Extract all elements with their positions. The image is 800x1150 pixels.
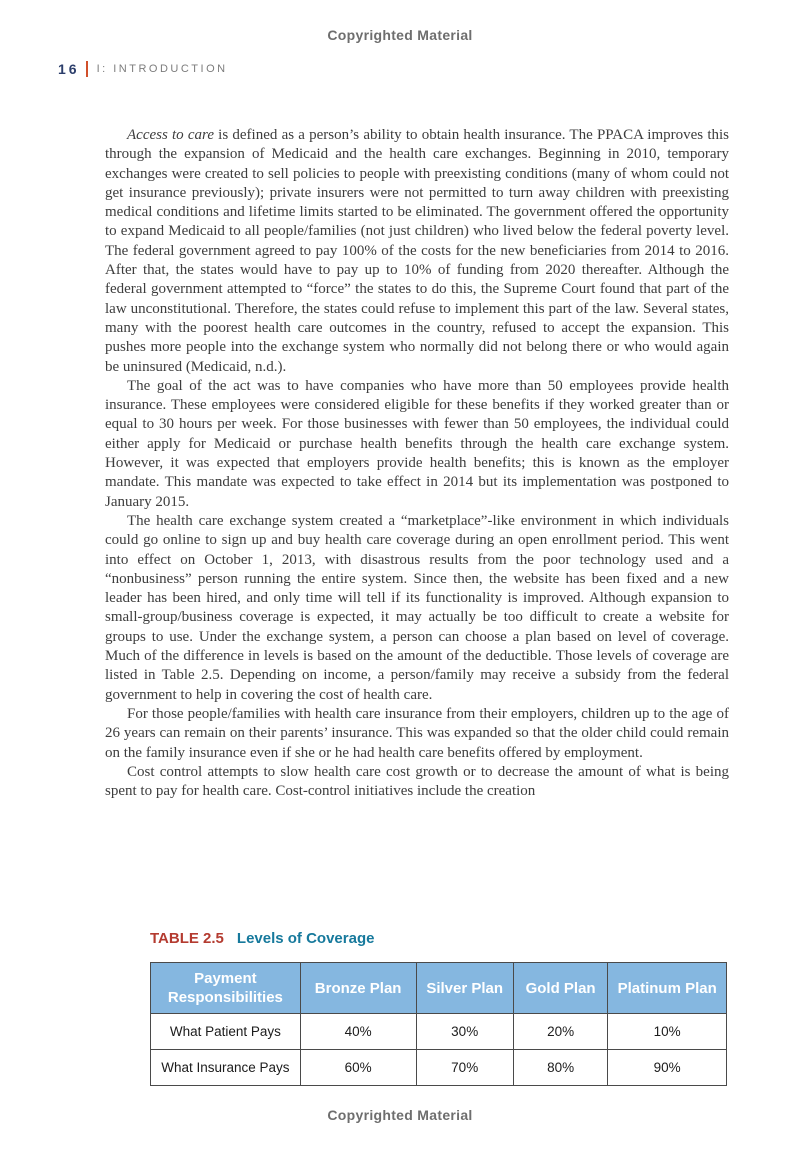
row-label: What Insurance Pays: [151, 1050, 301, 1086]
table-cell: 30%: [416, 1014, 513, 1050]
paragraph: The health care exchange system created a “marketplace”-like environment in which individuals could go online to sign up and buy health care coverage during an open enrollment period. This went into effect on October 1, 2013, with disastrous results from the poor technology used and a “nonbusiness” person running the entire system. Since then, the website has been fixed and a new leader has been hired, and only time will tell if its functionality is improved. Although expansion to small-group/business coverage is expected, it may actually be too difficult to create a website for groups to use. Under the exchange system, a person can choose a plan based on level of coverage. Much of the difference in levels is based on the amount of the deductible. Those levels of coverage are listed in Table 2.5. Depending on income, a person/family may receive a subsidy from the federal government to help in covering the cost of health care.: [105, 512, 729, 703]
table-caption: [150, 930, 374, 947]
table-cell: 80%: [513, 1050, 607, 1086]
paragraph: Cost control attempts to slow health care cost growth or to decrease the amount of what is being spent to pay for health care. Cost-control initiatives include the creation: [105, 763, 729, 800]
table-header-row: [151, 963, 727, 1014]
body-text-block: [105, 126, 729, 801]
table-row: [151, 1050, 727, 1086]
table-cell: 10%: [608, 1014, 727, 1050]
header-cell-platinum-plan: Platinum Plan: [608, 963, 727, 1014]
header-cell-gold-plan: Gold Plan: [513, 963, 607, 1014]
divider-bar: [86, 61, 88, 77]
row-label: What Patient Pays: [151, 1014, 301, 1050]
table-cell: 20%: [513, 1014, 607, 1050]
table-cell: 40%: [300, 1014, 416, 1050]
table-cell: 60%: [300, 1050, 416, 1086]
header-cell-silver-plan: Silver Plan: [416, 963, 513, 1014]
paragraph: For those people/families with health care insurance from their employers, children up to the age of 26 years can remain on their parents’ insurance. This was expanded so that the older child could remain on the family insurance even if she or he had health care benefits offered by employment.: [105, 705, 729, 761]
paragraph: The goal of the act was to have companies who have more than 50 employees provide health insurance. These employees were considered eligible for these benefits if they worked greater than or equal to 30 hours per week. For those businesses with fewer than 50 employees, the individual could either apply for Medicaid or purchase health benefits through the health care exchange system. However, it was expected that employers provide health benefits; this is known as the employer mandate. This mandate was expected to take effect in 2014 but its implementation was postponed to January 2015.: [105, 377, 729, 510]
table-cell: 70%: [416, 1050, 513, 1086]
header-cell-bronze-plan: Bronze Plan: [300, 963, 416, 1014]
copyright-banner-bottom: Copyrighted Material: [327, 1107, 473, 1123]
page-number: 16: [58, 61, 80, 77]
table-row: [151, 1014, 727, 1050]
paragraph: [105, 126, 729, 377]
table-cell: 90%: [608, 1050, 727, 1086]
table-caption-label: TABLE 2.5: [150, 930, 224, 947]
header-cell-payment-responsibilities: Payment Responsibilities: [151, 963, 301, 1014]
copyright-banner-top: Copyrighted Material: [327, 27, 473, 43]
section-title: I: INTRODUCTION: [96, 63, 228, 75]
table-caption-title: Levels of Coverage: [236, 930, 375, 947]
coverage-table: [150, 962, 727, 1086]
italic-term: Access to care: [127, 127, 214, 143]
running-head: [58, 61, 228, 77]
paragraph-text: is defined as a person’s ability to obtain health insurance. The PPACA improves this through the expansion of Medicaid and the health care exchanges. Beginning in 2010, temporary exchanges were created to sell policies to people with preexisting conditions (many of whom could not get insurance previously); private insurers were not permitted to turn away children with preexisting medical conditions and lifetime limits started to be eliminated. The government offered the opportunity to expand Medicaid to all people/families (not just children) who lived below the federal poverty level. The federal government agreed to pay 100% of the costs for the new beneficiaries from 2014 to 2016. After that, the states would have to pay up to 10% of funding from 2020 thereafter. Although the federal government attempted to “force” the states to do this, the Supreme Court found that part of the law unconstitutional. Therefore, the states could refuse to implement this part of the law. Several states, many with the poorest health care outcomes in the country, refused to accept the expansion. This pushes more people into the exchange system who normally did not belong there or who would again be uninsured (Medicaid, n.d.).: [105, 127, 729, 375]
